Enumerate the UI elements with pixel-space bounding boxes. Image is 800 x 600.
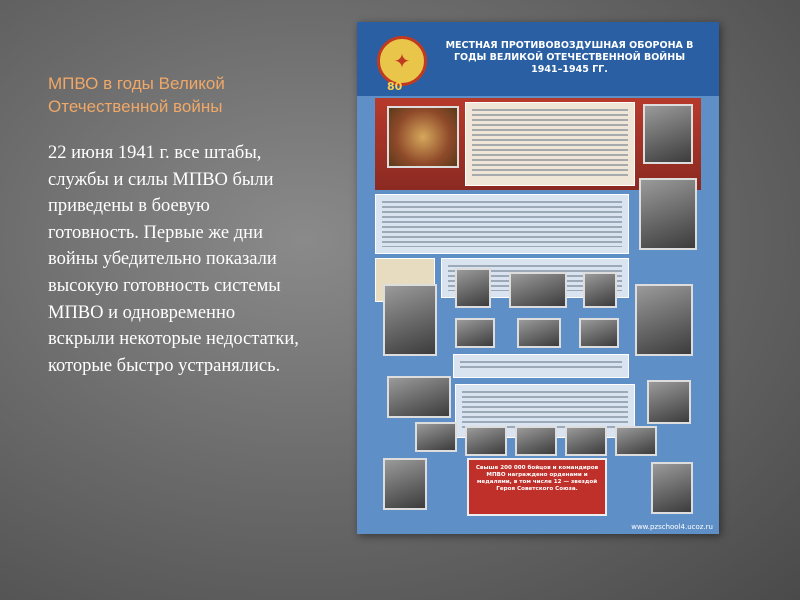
war-photo xyxy=(455,318,495,348)
portrait-photo xyxy=(643,104,693,164)
officer-portrait-photo xyxy=(635,284,693,356)
star-emblem-icon: ✦ xyxy=(377,36,427,86)
war-photo xyxy=(387,376,451,418)
war-photo xyxy=(647,380,691,424)
war-photo xyxy=(579,318,619,348)
poster-intro-panel xyxy=(465,102,635,186)
hero-award-box: Свыше 200 000 бойцов и командиров МПВО награждено орденами и медалями, в том числе 12 — звездой Героя Советского Союза. xyxy=(467,458,607,516)
war-photo xyxy=(651,462,693,514)
war-photo xyxy=(615,426,657,456)
war-photo xyxy=(509,272,567,308)
war-photo xyxy=(415,422,457,452)
flowers-photo xyxy=(387,106,459,168)
officer-portrait-photo xyxy=(383,284,437,356)
poster-title: МЕСТНАЯ ПРОТИВОВОЗДУШНАЯ ОБОРОНА В ГОДЫ ВЕЛИКОЙ ОТЕЧЕСТВЕННОЙ ВОЙНЫ 1941–1945 ГГ. xyxy=(445,40,694,75)
emblem-number: 80 xyxy=(387,80,403,93)
commander-portrait-photo xyxy=(639,178,697,250)
poster-url: www.pzschool4.ucoz.ru xyxy=(631,523,713,531)
war-photo xyxy=(465,426,507,456)
war-photo xyxy=(383,458,427,510)
war-photo xyxy=(583,272,617,308)
slide-body-text: 22 июня 1941 г. все штабы, службы и силы МПВО были приведены в боевую готовность. Первые же дни войны убедительно показали высокую готовность системы МПВО и одновременно вскрыли некоторые недостатки, которые быстро устранялись. xyxy=(48,143,299,376)
war-photo xyxy=(455,268,491,308)
slide-title: МПВО в годы Великой Отечественной войны xyxy=(48,74,225,116)
poster-text-panel xyxy=(375,194,629,254)
war-photo xyxy=(515,426,557,456)
war-photo xyxy=(565,426,607,456)
war-photo xyxy=(517,318,561,348)
poster-image xyxy=(357,22,719,534)
poster-caption-panel xyxy=(453,354,629,378)
